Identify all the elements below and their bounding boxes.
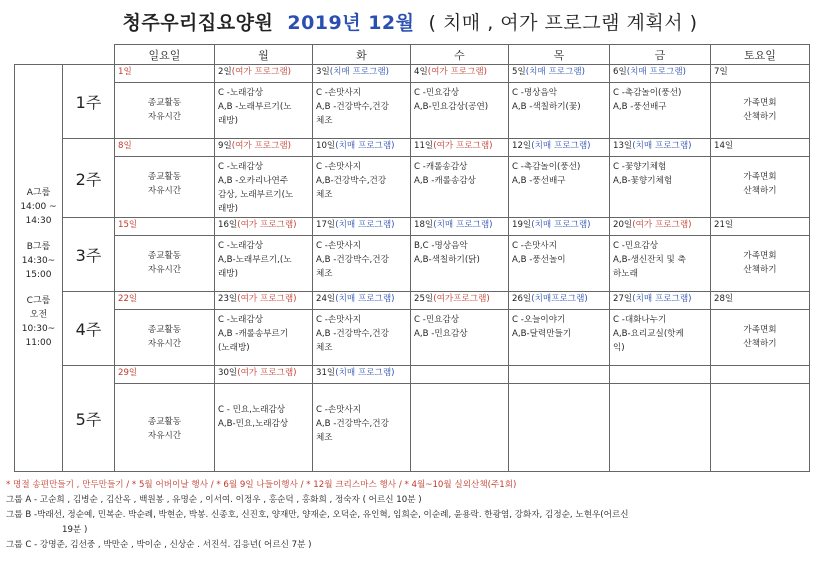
activity-line: (노래방) [218,343,250,353]
activity-line: C -대화나누기 [613,315,667,325]
activity-line: C -민요감상 [414,88,460,98]
day-activity-cell [711,384,810,472]
activity-line: C -촉감놀이(풍선) [613,88,682,98]
activity-line: 자유시간 [147,186,182,196]
header-mon: 월 [215,45,313,65]
day-activity-cell [215,83,313,139]
title-month: 2019년 12월 [287,12,415,34]
activity-line: 산책하기 [743,339,777,349]
activity-line: A,B-달력만들기 [512,329,572,339]
activity-line: A,B -캐롤송부르기 [218,329,289,339]
activity-line: 자유시간 [147,339,182,349]
activity-line: 체조 [316,116,333,126]
day-activity-cell [313,157,411,218]
day-number: 2일 [218,67,232,77]
program-type-label: (치매 프로그램) [433,220,493,230]
day-date-cell [509,366,610,384]
week-date-row [15,139,810,157]
program-type-label: (여가 프로그램) [237,294,297,304]
day-activity-cell [711,83,810,139]
day-activity-cell [215,384,313,472]
activity-line: C -꽃향기체험 [613,162,667,172]
day-number: 26일 [512,294,532,304]
notes-section [6,478,816,553]
activity-line: A,B-건강박수,건강 [316,176,387,186]
day-activity-cell [115,83,215,139]
activity-line: 산책하기 [743,265,777,275]
activity-line: 가족면회 [743,98,777,108]
group-time-line: 14:30 [25,216,52,226]
day-activity-cell [115,236,215,292]
activity-line: A,B-민요,노래감상 [218,419,289,429]
program-type-label: (치매 프로그램) [632,294,692,304]
activity-line: A,B -건강박수,건강 [316,329,389,339]
activity-line: C -캐롤송감상 [414,162,468,172]
activity-line: A,B -캐롤송감상 [414,176,476,186]
header-sat: 토요일 [711,45,810,65]
day-date-cell [509,65,610,83]
activity-line: C -손맛사지 [316,162,362,172]
notes-group-b: 그룹 B -박래선, 정순예, 민복순. 박순례, 박현순, 박봉. 신종호, 신진호, 양재만, 양재순, 오덕순, 유인혁, 임희순, 이순례, 윤용락. 한광염, 강화자, 김정순, 노현우(어르신 [6,510,629,520]
day-number: 10일 [316,141,336,151]
day-number: 9일 [218,141,232,151]
activity-line: A,B-민요감상(공연) [414,102,489,112]
day-date-cell [411,366,509,384]
day-number: 14일 [714,141,734,151]
activity-line: C -노래감상 [218,241,264,251]
day-date-cell [610,218,711,236]
schedule-table [14,44,810,472]
header-blank [15,45,115,65]
activity-line: 자유시간 [147,431,182,441]
activity-line: A,B-노래부르기,(노 [218,255,292,265]
week-date-row [15,366,810,384]
notes-group-a: 그룹 A - 고순희 , 김병순 , 김산옥 , 백원봉 , 유명순 , 이서여. 이정우 , 홍순덕 , 홍화희 , 정숙자 ( 어르신 10분 ) [6,495,422,505]
week-label: 4주 [63,292,115,366]
activity-line: 산책하기 [743,112,777,122]
activity-line: A,B -색칠하기(꽃) [512,102,581,112]
activity-line: A,B -민요감상 [414,329,468,339]
day-date-cell [313,139,411,157]
activity-line: A,B -풍선배구 [512,176,566,186]
day-activity-cell [509,236,610,292]
activity-line: B,C -명상음악 [414,241,468,251]
day-date-cell [115,292,215,310]
day-activity-cell [610,83,711,139]
activity-line: 종교활동 [147,325,182,335]
day-date-cell [411,218,509,236]
program-type-label: (여가 프로그램) [632,220,692,230]
program-type-label: (여가 프로그램) [231,67,292,77]
header-row [15,45,810,65]
activity-line: A,B -건강박수,건강 [316,419,389,429]
notes-group-b-cont: 19분 ) [62,525,88,535]
activity-line: C -손맛사지 [316,405,362,415]
activity-line: A,B-꽃향기체험 [613,176,673,186]
day-date-cell [215,65,313,83]
header-tue: 화 [313,45,411,65]
activity-line: A,B -건강박수,건강 [316,102,389,112]
activity-line: C - 민요,노래감상 [218,405,286,415]
day-number: 8일 [118,141,132,151]
day-activity-cell [313,83,411,139]
activity-line: C -노래감상 [218,88,264,98]
week-activity-row [15,83,810,139]
day-date-cell [313,218,411,236]
day-activity-cell [313,384,411,472]
day-date-cell [610,366,711,384]
activity-line: A,B-생신잔치 및 축 [613,255,686,265]
day-activity-cell [411,384,509,472]
day-date-cell [610,292,711,310]
program-type-label: (여가 프로그램) [427,67,488,77]
activity-line: C -오늘이야기 [512,315,566,325]
day-number: 12일 [512,141,532,151]
program-type-label: (치매 프로그램) [525,67,586,77]
day-activity-cell [610,310,711,366]
week-activity-row [15,384,810,472]
day-activity-cell [411,236,509,292]
day-number: 21일 [714,220,734,230]
day-date-cell [509,218,610,236]
activity-line: 체조 [316,433,333,443]
activity-line: C -노래감상 [218,162,264,172]
activity-line: 감상, 노래부르기(노 [218,190,294,200]
activity-line: 래방) [218,269,238,279]
day-number: 19일 [512,220,532,230]
day-date-cell [313,65,411,83]
activity-line: A,B-색칠하기(닭) [414,255,480,265]
day-activity-cell [711,157,810,218]
program-type-label: (여가프로그램) [433,294,490,304]
day-activity-cell [509,310,610,366]
activity-line: C -촉감놀이(풍선) [512,162,581,172]
day-number: 6일 [613,67,627,77]
day-number: 13일 [613,141,633,151]
day-activity-cell [115,384,215,472]
day-activity-cell [215,236,313,292]
program-type-label: (치매 프로그램) [329,67,390,77]
activity-line: C -노래감상 [218,315,264,325]
day-number: 11일 [414,141,434,151]
week-label: 5주 [63,366,115,472]
activity-line: 가족면회 [743,325,777,335]
day-activity-cell [115,310,215,366]
activity-line: A,B -노래부르기(노 [218,102,292,112]
day-number: 29일 [118,368,138,378]
week-date-row [15,65,810,83]
day-number: 24일 [316,294,336,304]
day-date-cell [711,218,810,236]
day-number: 25일 [414,294,434,304]
day-date-cell [215,139,313,157]
day-activity-cell [115,157,215,218]
week-activity-row [15,310,810,366]
activity-line: A,B -건강박수,건강 [316,255,389,265]
activity-line: 체조 [316,190,333,200]
day-date-cell [610,139,711,157]
activity-line: 종교활동 [147,98,182,108]
activity-line: 래방) [218,204,238,214]
activity-line: A,B -오카리나연주 [218,176,289,186]
activity-line: C -손맛사지 [316,88,362,98]
activity-line: C -손맛사지 [316,241,362,251]
day-number: 17일 [316,220,336,230]
day-activity-cell [509,384,610,472]
day-activity-cell [313,236,411,292]
day-date-cell [711,366,810,384]
activity-line: 하노래 [613,269,638,279]
day-date-cell [313,292,411,310]
day-number: 31일 [316,368,336,378]
week-label: 3주 [63,218,115,292]
activity-line: A,B -풍선놀이 [512,255,566,265]
day-date-cell [610,65,711,83]
activity-line: A,B-요리교실(핫케 [613,329,684,339]
day-date-cell [509,139,610,157]
day-date-cell [215,366,313,384]
day-number: 27일 [613,294,633,304]
activity-line: C -민요감상 [414,315,460,325]
day-activity-cell [711,236,810,292]
week-label: 2주 [63,139,115,218]
group-time-line: C그룹 [26,296,51,306]
group-time-line: A그룹 [26,188,51,198]
activity-line: 가족면회 [743,172,777,182]
day-number: 30일 [218,368,238,378]
program-type-label: (치매 프로그램) [335,220,395,230]
program-type-label: (여가 프로그램) [237,368,297,378]
program-type-label: (치매 프로그램) [335,294,395,304]
activity-line: 산책하기 [743,186,777,196]
day-date-cell [711,139,810,157]
activity-line: A,B -풍선배구 [613,102,667,112]
day-activity-cell [215,157,313,218]
day-activity-cell [509,83,610,139]
day-date-cell [115,139,215,157]
day-activity-cell [313,310,411,366]
day-activity-cell [411,310,509,366]
day-number: 1일 [118,67,132,77]
day-activity-cell [215,310,313,366]
week-label: 1주 [63,65,115,139]
activity-line: 자유시간 [147,112,182,122]
activity-line: 가족면회 [743,251,777,261]
day-activity-cell [411,157,509,218]
day-date-cell [711,65,810,83]
day-date-cell [411,65,509,83]
page-title [0,8,820,35]
activity-line: 종교활동 [147,417,182,427]
group-time-line: 10:30~ [21,324,56,334]
header-fri: 금 [610,45,711,65]
day-number: 28일 [714,294,734,304]
activity-line: C -민요감상 [613,241,659,251]
day-date-cell [215,292,313,310]
program-type-label: (치매 프로그램) [335,141,395,151]
day-activity-cell [411,83,509,139]
day-date-cell [215,218,313,236]
title-name: 청주우리집요양원 [122,12,274,34]
day-number: 3일 [316,67,330,77]
day-date-cell [711,292,810,310]
day-number: 22일 [118,294,138,304]
group-time-line: 14:00 ~ [20,202,57,212]
day-number: 7일 [714,67,728,77]
program-type-label: (치매 프로그램) [335,368,395,378]
day-number: 18일 [414,220,434,230]
program-type-label: (치매 프로그램) [531,141,591,151]
week-date-row [15,292,810,310]
group-times-cell [15,65,63,472]
day-number: 16일 [218,220,238,230]
day-date-cell [509,292,610,310]
day-activity-cell [610,236,711,292]
week-date-row [15,218,810,236]
group-time-line: 오전 [29,310,48,320]
notes-group-c: 그룹 C - 강명준, 김선중 , 박만순 , 박이순 , 신상순 . 서진석. 김응년( 어르신 7분 ) [6,540,312,550]
program-type-label: (치매프로그램) [531,294,588,304]
day-number: 5일 [512,67,526,77]
day-date-cell [115,65,215,83]
day-date-cell [411,292,509,310]
day-date-cell [313,366,411,384]
day-activity-cell [610,384,711,472]
group-time-line: 14:30~ [21,256,56,266]
activity-line: 익) [613,343,625,353]
activity-line: 체조 [316,343,333,353]
week-activity-row [15,157,810,218]
activity-line: 종교활동 [147,251,182,261]
header-sun: 일요일 [115,45,215,65]
week-activity-row [15,236,810,292]
day-activity-cell [610,157,711,218]
notes-events: * 명절 송편만들기 , 만두만들기 / * 5월 어버이날 행사 / * 6월 9일 나들이행사 / * 12월 크리스마스 행사 / * 4월~10월 실외산책(주1회) [6,480,517,490]
group-time-line: 11:00 [25,338,52,348]
activity-line: 래방) [218,116,238,126]
day-activity-cell [711,310,810,366]
activity-line: 체조 [316,269,333,279]
day-date-cell [115,218,215,236]
group-time-line: 15:00 [25,270,52,280]
activity-line: 종교활동 [147,172,182,182]
activity-line: C -명상음악 [512,88,558,98]
activity-line: 자유시간 [147,265,182,275]
group-time-line: B그룹 [26,242,51,252]
day-number: 20일 [613,220,633,230]
title-subtitle: ( 치매 , 여가 프로그램 계획서 ) [428,12,698,34]
day-date-cell [115,366,215,384]
program-type-label: (치매 프로그램) [632,141,692,151]
program-type-label: (여가 프로그램) [231,141,292,151]
day-activity-cell [509,157,610,218]
day-number: 23일 [218,294,238,304]
header-wed: 수 [411,45,509,65]
activity-line: C -손맛사지 [512,241,558,251]
program-type-label: (여가 프로그램) [433,141,493,151]
program-type-label: (치매 프로그램) [626,67,687,77]
header-thu: 목 [509,45,610,65]
day-date-cell [411,139,509,157]
day-number: 15일 [118,220,138,230]
program-type-label: (여가 프로그램) [237,220,297,230]
program-type-label: (치매 프로그램) [531,220,591,230]
activity-line: C -손맛사지 [316,315,362,325]
day-number: 4일 [414,67,428,77]
